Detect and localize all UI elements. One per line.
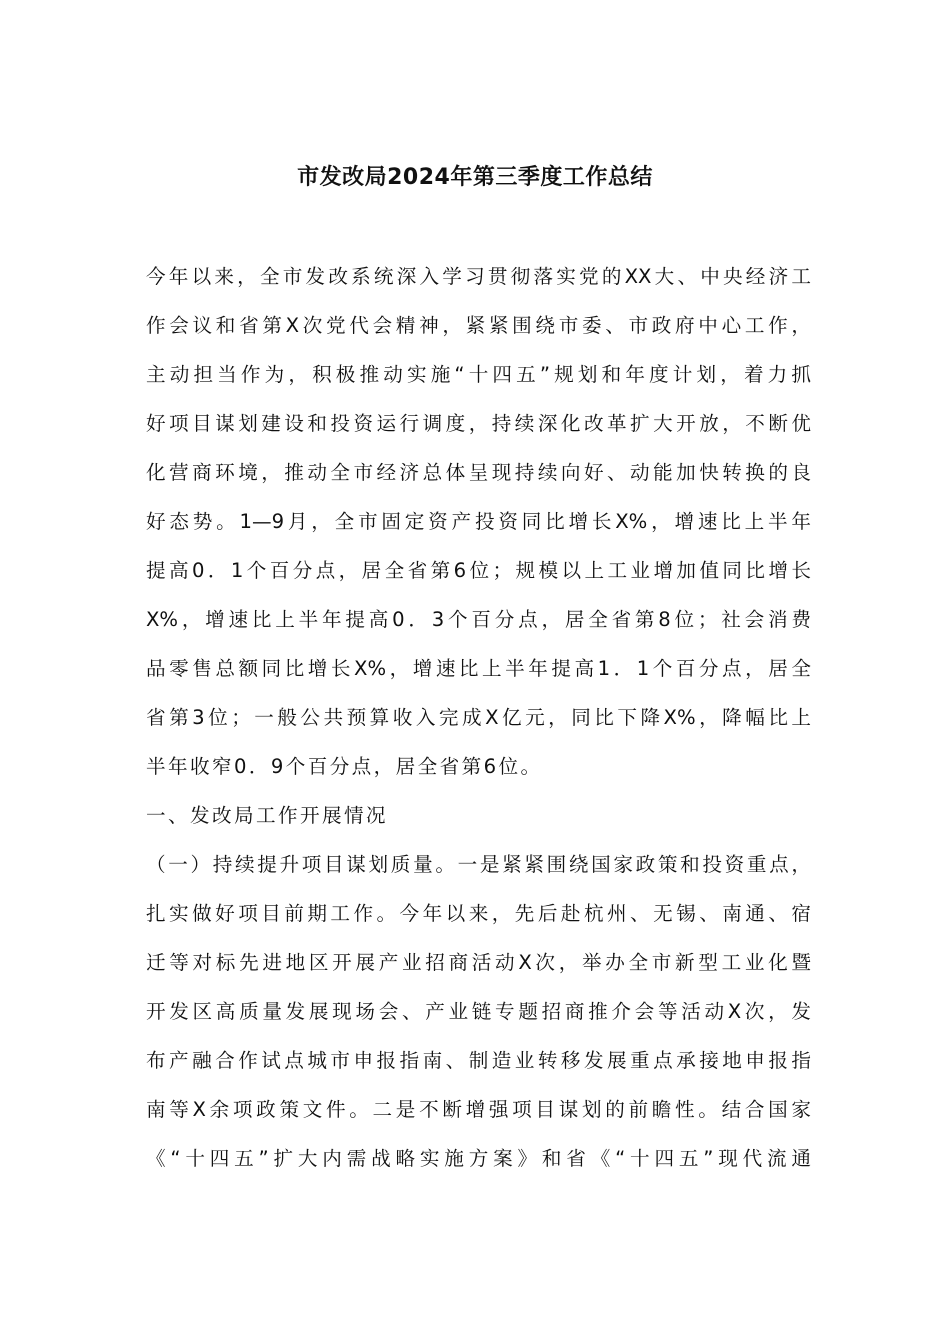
section-heading: 一、发改局工作开展情况 [146,804,388,827]
body-line: 提高0．1个百分点，居全省第6位；规模以上工业增加值同比增长 [146,559,811,582]
document-title: 市发改局2024年第三季度工作总结 [297,165,653,190]
body-line: 好项目谋划建设和投资运行调度，持续深化改革扩大开放，不断优 [146,412,811,435]
body-line: 作会议和省第X次党代会精神，紧紧围绕市委、市政府中心工作， [146,314,811,337]
body-line: 半年收窄0．9个百分点，居全省第6位。 [146,755,543,778]
body-line: 扎实做好项目前期工作。今年以来，先后赴杭州、无锡、南通、宿 [146,902,811,925]
body-line: 化营商环境，推动全市经济总体呈现持续向好、动能加快转换的良 [146,461,811,484]
document-body [146,252,811,1183]
body-line: X%，增速比上半年提高0．3个百分点，居全省第8位；社会消费 [146,608,811,631]
body-line: 南等X余项政策文件。二是不断增强项目谋划的前瞻性。结合国家 [146,1098,811,1121]
body-line: 主动担当作为，积极推动实施“十四五”规划和年度计划，着力抓 [146,363,811,386]
body-line: 布产融合作试点城市申报指南、制造业转移发展重点承接地申报指 [146,1049,811,1072]
body-line: 《“十四五”扩大内需战略实施方案》和省《“十四五”现代流通 [146,1147,811,1170]
body-line: 今年以来，全市发改系统深入学习贯彻落实党的XX大、中央经济工 [146,265,811,288]
body-line: 好态势。1—9月，全市固定资产投资同比增长X%，增速比上半年 [146,510,811,533]
body-line: （一）持续提升项目谋划质量。一是紧紧围绕国家政策和投资重点， [146,853,811,876]
body-line: 迁等对标先进地区开展产业招商活动X次，举办全市新型工业化暨 [146,951,811,974]
body-line: 品零售总额同比增长X%，增速比上半年提高1．1个百分点，居全 [146,657,811,680]
body-line: 省第3位；一般公共预算收入完成X亿元，同比下降X%，降幅比上 [146,706,811,729]
body-line: 开发区高质量发展现场会、产业链专题招商推介会等活动X次，发 [146,1000,811,1023]
